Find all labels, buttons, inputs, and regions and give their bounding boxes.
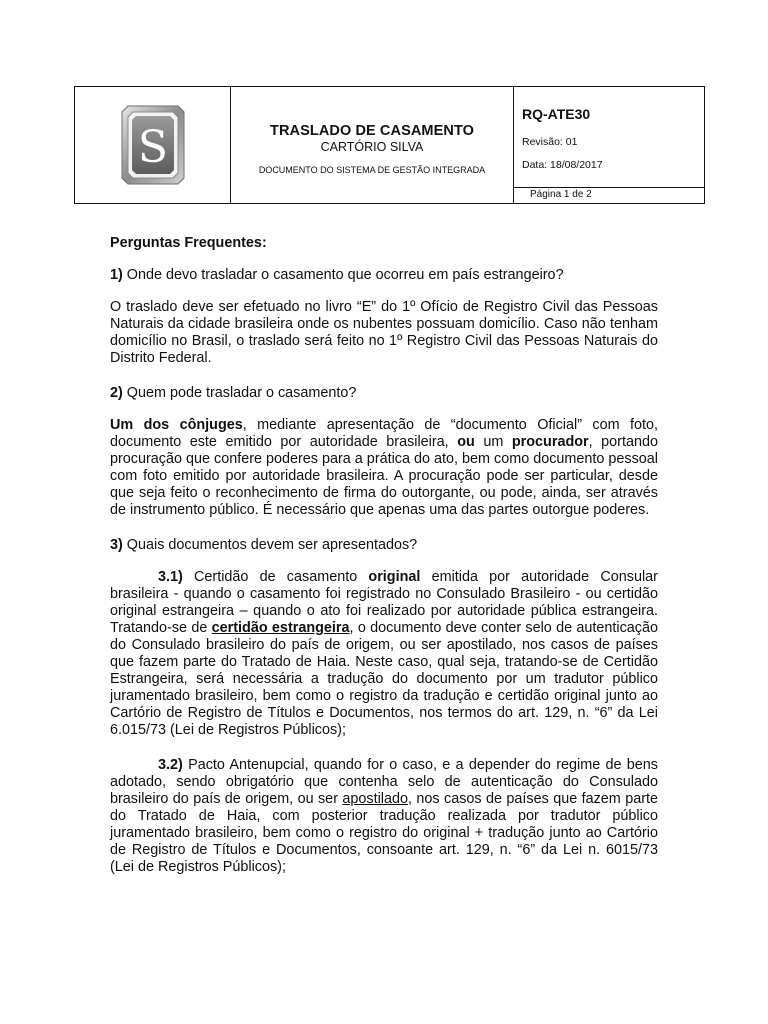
faq-title: Perguntas Frequentes:: [110, 235, 267, 251]
cartorio-logo: [120, 104, 186, 186]
date-label: Data: 18/08/2017: [522, 159, 603, 171]
document-title: TRASLADO DE CASAMENTO: [269, 123, 475, 139]
page-number: Página 1 de 2: [530, 189, 592, 200]
answer-3-2: [110, 757, 658, 876]
question-text: Onde devo trasladar o casamento que ocorreu em país estrangeiro?: [122, 267, 564, 283]
question-text: Quais documentos devem ser apresentados?: [122, 537, 418, 553]
bold-text: original: [368, 569, 421, 585]
organization-name: CARTÓRIO SILVA: [320, 140, 424, 154]
bold-text: ou: [457, 434, 475, 450]
question-number: 2): [110, 385, 123, 401]
bold-text: procurador: [511, 434, 589, 450]
item-number: 3.1): [158, 569, 183, 585]
answer-text: , o documento deve conter selo de autenticação do Consulado brasileiro do país de origem, ou ser apostilado, nos casos de países que fazem parte do Tratado de Haia. Neste caso, qual seja, tratando-se de Certidão Estrangeira, será necessária a tradução do documento por um tradutor público juramentado brasileiro, bem como o registro da tradução e certidão original junto ao Cartório de Registro de Títulos e Documentos, nos termos do art. 129, n. “6” da Lei 6.015/73 (Lei de Registros Públicos);: [110, 620, 659, 738]
answer-text: , portando procuração que confere poderes para a prática do ato, bem como documento pessoal com foto emitido por autoridade brasileira. A procuração pode ser particular, desde que seja feito o reconhecimento de firma do outorgante, ou pode, ainda, ser através de instrumento público. É necessário que apenas uma das partes outorgue poderes.: [110, 434, 658, 518]
question-number: 1): [110, 267, 123, 283]
answer-text: , mediante apresentação de “documento Oficial” com foto, documento este emitido por autoridade brasileira,: [110, 417, 658, 450]
title-cell: [231, 87, 514, 203]
page-row: [514, 187, 704, 203]
bold-underlined-text: certidão estrangeira: [211, 620, 350, 636]
answer-text: um: [474, 434, 512, 450]
answer-text: emitida por autoridade Consular brasileira - quando o casamento foi registrado no Consulado Brasileiro - ou certidão original estrangeira – quando o ato foi realizado por autoridade pública estrangeira. Tratando-se de: [110, 569, 658, 636]
document-body: [110, 235, 658, 894]
answer-text: Pacto Antenupcial, quando for o caso, e a depender do regime de bens adotado, sendo obrigatório que contenha selo de autenticação do Consulado brasileiro do país de origem, ou ser: [110, 757, 658, 807]
question-number: 3): [110, 537, 123, 553]
question-2: [110, 385, 658, 402]
answer-1: O traslado deve ser efetuado no livro “E” do 1º Ofício de Registro Civil das Pessoas Naturais da cidade brasileira onde os nubentes possuam domicílio. Caso não tenham domicílio no Brasil, o traslado será feito no 1º Registro Civil das Pessoas Naturais do Distrito Federal.: [110, 299, 658, 366]
question-3: [110, 537, 658, 554]
answer-2: [110, 417, 658, 519]
document-code: RQ-ATE30: [522, 106, 591, 122]
question-text: Quem pode trasladar o casamento?: [122, 385, 357, 401]
svg-text:S: S: [137, 122, 168, 173]
info-cell: [514, 87, 704, 203]
answer-3-1: [110, 569, 658, 739]
document-header: [74, 86, 705, 204]
answer-text: , nos casos de países que fazem parte do Tratado de Haia, com posterior tradução realizada por tradutor público juramentado brasileiro, bem como o registro do original + tradução junto ao Cartório de Registro de Títulos e Documentos, consoante art. 129, n. “6” da Lei n. 6015/73 (Lei de Registros Públicos);: [110, 791, 658, 875]
answer-text: Certidão de casamento: [182, 569, 369, 585]
logo-cell: [75, 87, 231, 203]
bold-text: Um dos cônjuges: [110, 417, 243, 433]
item-number: 3.2): [158, 757, 183, 773]
underlined-text: apostilado: [342, 791, 408, 807]
system-label: DOCUMENTO DO SISTEMA DE GESTÃO INTEGRADA: [258, 165, 486, 175]
question-1: [110, 267, 658, 284]
revision-label: Revisão: 01: [522, 136, 578, 148]
